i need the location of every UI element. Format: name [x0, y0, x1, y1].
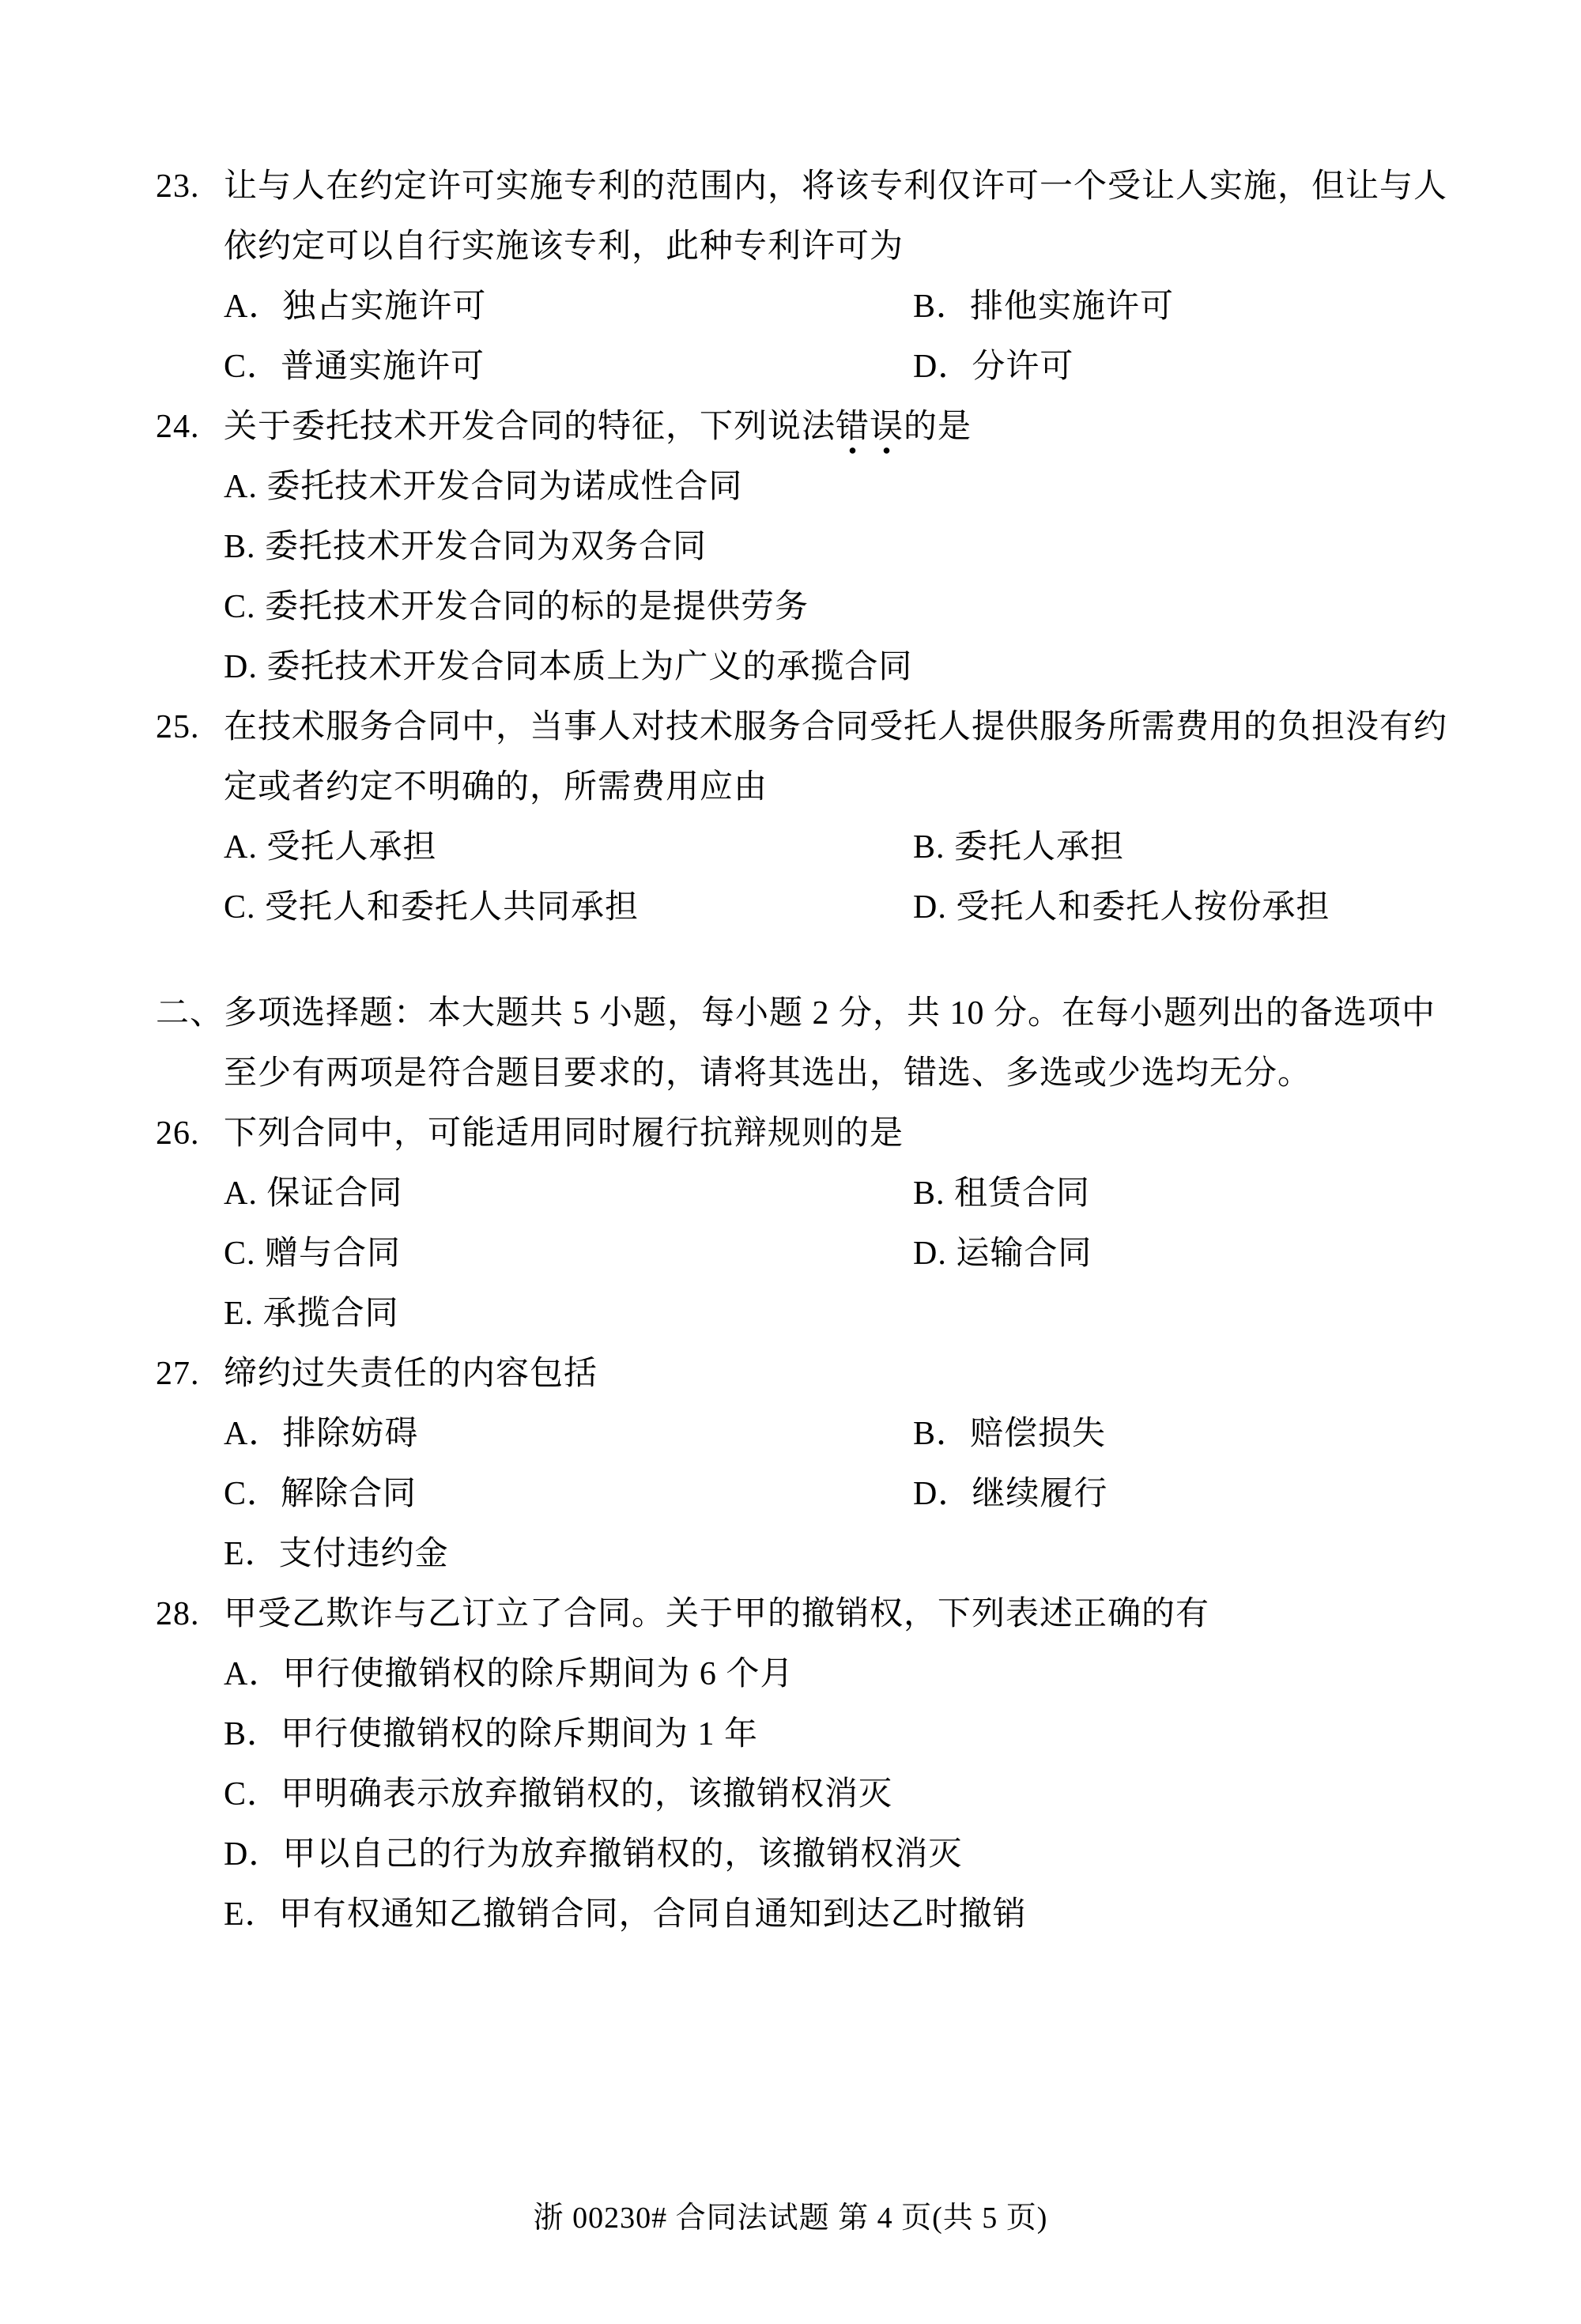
option-D: D. 运输合同 — [913, 1236, 1092, 1272]
question-26 — [0, 1104, 1581, 1344]
option-B: B．排他实施许可 — [913, 289, 1175, 325]
option-row — [0, 1284, 1581, 1344]
section-instruction-line — [0, 983, 1581, 1043]
option-C: C. 受托人和委托人共同承担 — [224, 889, 640, 926]
option-row — [0, 817, 1581, 877]
option-E: E. 承揽合同 — [224, 1296, 399, 1332]
option-C: C．甲明确表示放弃撤销权的，该撤销权消灭 — [224, 1776, 893, 1813]
question-number: 24. — [156, 409, 200, 445]
option-B: B．赔偿损失 — [913, 1416, 1107, 1452]
question-27 — [0, 1344, 1581, 1584]
question-stem-line — [0, 1584, 1581, 1644]
option-B: B. 委托技术开发合同为双务合同 — [224, 529, 707, 565]
option-C: C．普通实施许可 — [224, 349, 485, 385]
question-stem-text: 下列合同中，可能适用同时履行抗辩规则的是 — [224, 1115, 904, 1152]
option-D: D. 受托人和委托人按份承担 — [913, 889, 1330, 926]
option-row — [0, 1884, 1581, 1945]
question-stem-line — [0, 157, 1581, 217]
question-stem-line — [0, 697, 1581, 757]
exam-body — [0, 157, 1581, 1945]
option-A: A．排除妨碍 — [224, 1416, 419, 1452]
option-B: B. 租赁合同 — [913, 1175, 1091, 1212]
question-stem-text: 甲受乙欺诈与乙订立了合同。关于甲的撤销权，下列表述正确的有 — [224, 1596, 1210, 1632]
option-row — [0, 1704, 1581, 1764]
option-D: D．继续履行 — [913, 1476, 1108, 1512]
option-A: A. 受托人承担 — [224, 829, 437, 866]
text-segment: 的是 — [904, 409, 972, 445]
question-stem-line — [0, 397, 1581, 457]
option-A: A．独占实施许可 — [224, 289, 487, 325]
question-stem-text: 在技术服务合同中，当事人对技术服务合同受托人提供服务所需费用的负担没有约 — [224, 709, 1448, 745]
question-stem-text — [224, 397, 972, 457]
question-stem-line — [0, 1104, 1581, 1164]
option-row — [0, 337, 1581, 397]
question-24 — [0, 397, 1581, 697]
question-stem-line — [0, 757, 1581, 817]
option-B: B. 委托人承担 — [913, 829, 1125, 866]
option-A: A．甲行使撤销权的除斥期间为 6 个月 — [224, 1656, 794, 1692]
section-heading-multiple-choice — [0, 983, 1581, 1104]
question-number: 27. — [156, 1356, 200, 1392]
option-row — [0, 1644, 1581, 1704]
option-row — [0, 577, 1581, 637]
option-E: E．甲有权通知乙撤销合同，合同自通知到达乙时撤销 — [224, 1896, 1027, 1933]
question-number: 25. — [156, 709, 200, 745]
option-C: C. 委托技术开发合同的标的是提供劳务 — [224, 589, 809, 625]
option-C: C. 赠与合同 — [224, 1236, 402, 1272]
option-row — [0, 637, 1581, 697]
option-row — [0, 517, 1581, 577]
option-D: D．甲以自己的行为放弃撤销权的，该撤销权消灭 — [224, 1836, 963, 1873]
section-number: 二、 — [156, 995, 225, 1032]
question-number: 23. — [156, 168, 200, 205]
question-stem-line — [0, 1344, 1581, 1404]
option-C: C．解除合同 — [224, 1476, 417, 1512]
question-stem-text: 定或者约定不明确的，所需费用应由 — [224, 769, 768, 805]
option-row — [0, 1164, 1581, 1224]
option-row — [0, 1524, 1581, 1584]
question-stem-text: 依约定可以自行实施该专利，此种专利许可为 — [224, 228, 904, 265]
option-B: B．甲行使撤销权的除斥期间为 1 年 — [224, 1716, 759, 1752]
page-footer: 浙 00230# 合同法试题 第 4 页(共 5 页) — [533, 2201, 1048, 2235]
option-row — [0, 457, 1581, 517]
emphasized-text: 错误 — [836, 409, 904, 455]
question-25 — [0, 697, 1581, 938]
option-row — [0, 277, 1581, 337]
option-D: D. 委托技术开发合同本质上为广义的承揽合同 — [224, 649, 913, 685]
option-row — [0, 1764, 1581, 1824]
option-row — [0, 1824, 1581, 1884]
section-instructions-text: 至少有两项是符合题目要求的，请将其选出，错选、多选或少选均无分。 — [224, 1055, 1312, 1092]
question-stem-line — [0, 217, 1581, 277]
question-number: 26. — [156, 1115, 200, 1152]
option-row — [0, 1404, 1581, 1464]
section-instruction-line — [0, 1043, 1581, 1104]
question-number: 28. — [156, 1596, 200, 1632]
question-23 — [0, 157, 1581, 397]
option-D: D．分许可 — [913, 349, 1074, 385]
text-segment: 关于委托技术开发合同的特征，下列说法 — [224, 409, 836, 445]
question-stem-text: 让与人在约定许可实施专利的范围内，将该专利仅许可一个受让人实施，但让与人 — [224, 168, 1448, 205]
option-row — [0, 877, 1581, 938]
option-E: E．支付违约金 — [224, 1536, 449, 1572]
option-A: A. 保证合同 — [224, 1175, 403, 1212]
section-instructions-text: 多项选择题：本大题共 5 小题，每小题 2 分，共 10 分。在每小题列出的备选项中 — [224, 995, 1436, 1032]
question-stem-text: 缔约过失责任的内容包括 — [224, 1356, 598, 1392]
option-row — [0, 1224, 1581, 1284]
option-row — [0, 1464, 1581, 1524]
option-A: A. 委托技术开发合同为诺成性合同 — [224, 469, 743, 505]
question-28 — [0, 1584, 1581, 1945]
